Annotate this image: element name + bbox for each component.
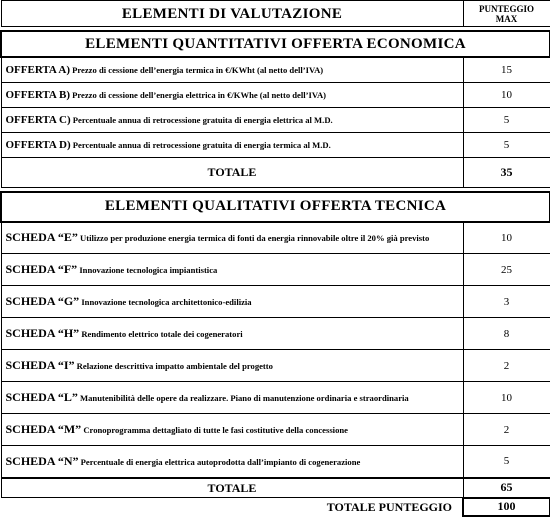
criterion-score: 3 xyxy=(463,286,550,318)
technical-section-header xyxy=(1,192,550,222)
table-row xyxy=(1,222,550,254)
technical-section-title: ELEMENTI QUALITATIVI OFFERTA TECNICA xyxy=(1,192,550,222)
grand-total-row xyxy=(1,498,550,516)
grand-total-value: 100 xyxy=(463,498,550,516)
criterion-text: Cronoprogramma dettagliato di tutte le fasi costitutive della concessione xyxy=(81,425,348,435)
criterion-text: Prezzo di cessione dell’energia termica in €/KWht (al netto dell’IVA) xyxy=(70,64,324,75)
criterion-score: 5 xyxy=(463,132,550,157)
grand-total-label: TOTALE PUNTEGGIO xyxy=(326,499,452,514)
criterion-score: 10 xyxy=(463,82,550,107)
criterion-cell xyxy=(1,57,463,82)
criterion-cell xyxy=(1,107,463,132)
criterion-label: SCHEDA “F” xyxy=(5,262,78,276)
criterion-label: SCHEDA “L” xyxy=(5,390,78,404)
criterion-text: Innovazione tecnologica architettonico-edilizia xyxy=(79,297,252,307)
technical-total-value: 65 xyxy=(463,478,550,498)
criterion-cell xyxy=(1,318,463,350)
criterion-label: SCHEDA “E” xyxy=(5,230,78,245)
table-row xyxy=(1,382,550,414)
criterion-score: 2 xyxy=(463,350,550,382)
table-header-row xyxy=(1,1,550,27)
table-row xyxy=(1,254,550,286)
criterion-cell xyxy=(1,350,463,382)
criterion-label: OFFERTA A) xyxy=(5,63,70,76)
criterion-cell xyxy=(1,382,463,414)
criterion-text: Utilizzo per produzione energia termica di fonti da energia rinnovabile oltre il 20% già previsto xyxy=(77,233,430,244)
criterion-text: Percentuale annua di retrocessione gratuita di energia elettrica al M.D. xyxy=(70,114,333,125)
criterion-text: Innovazione tecnologica impiantistica xyxy=(77,265,218,275)
economic-section-header xyxy=(1,31,550,57)
table-row xyxy=(1,107,550,132)
table-row xyxy=(1,350,550,382)
score-header-line-1: PUNTEGGIO xyxy=(478,3,534,14)
score-column-header xyxy=(463,1,550,27)
criterion-label: SCHEDA “H” xyxy=(5,326,80,340)
criterion-label: SCHEDA “G” xyxy=(5,294,80,308)
table-row xyxy=(1,132,550,157)
criterion-text: Relazione descrittiva impatto ambientale del progetto xyxy=(74,361,273,371)
economic-total-label: TOTALE xyxy=(1,157,463,187)
criterion-text: Rendimento elettrico totale dei cogeneratori xyxy=(79,329,243,339)
criterion-cell xyxy=(1,254,463,286)
criterion-score: 2 xyxy=(463,414,550,446)
criterion-score: 25 xyxy=(463,254,550,286)
table-title: ELEMENTI DI VALUTAZIONE xyxy=(1,1,463,27)
criterion-label: OFFERTA B) xyxy=(5,88,70,101)
criterion-label: OFFERTA D) xyxy=(5,138,71,151)
criterion-text: Percentuale di energia elettrica autoprodotta dall’impianto di cogenerazione xyxy=(78,456,361,467)
economic-section-title: ELEMENTI QUANTITATIVI OFFERTA ECONOMICA xyxy=(1,31,550,57)
table-row xyxy=(1,414,550,446)
criterion-score: 5 xyxy=(463,107,550,132)
criterion-score: 8 xyxy=(463,318,550,350)
criterion-cell xyxy=(1,222,463,254)
criterion-score: 10 xyxy=(463,222,550,254)
criterion-score: 5 xyxy=(463,446,550,478)
table-row xyxy=(1,82,550,107)
table-row xyxy=(1,286,550,318)
criterion-cell xyxy=(1,286,463,318)
criterion-label: SCHEDA “M” xyxy=(5,422,82,436)
criterion-cell xyxy=(1,414,463,446)
criterion-label: OFFERTA C) xyxy=(5,113,71,126)
criterion-text: Prezzo di cessione dell’energia elettrica in €/KWhe (al netto dell’IVA) xyxy=(70,89,327,100)
criterion-score: 15 xyxy=(463,57,550,82)
technical-total-row xyxy=(1,478,550,498)
table-row xyxy=(1,57,550,82)
criterion-label: SCHEDA “N” xyxy=(5,453,79,468)
table-row xyxy=(1,318,550,350)
criterion-text: Percentuale annua di retrocessione gratuita di energia termica al M.D. xyxy=(70,139,331,150)
criterion-cell xyxy=(1,446,463,478)
table-row xyxy=(1,446,550,478)
technical-total-label: TOTALE xyxy=(1,478,463,498)
score-header-line-2: MAX xyxy=(495,13,518,24)
economic-total-row xyxy=(1,157,550,187)
economic-total-value: 35 xyxy=(463,157,550,187)
criterion-cell xyxy=(1,132,463,157)
criterion-cell xyxy=(1,82,463,107)
criterion-label: SCHEDA “I” xyxy=(5,358,75,372)
criterion-text: Manutenibilità delle opere da realizzare. Piano di manutenzione ordinaria e straordinaria xyxy=(77,393,409,403)
criterion-score: 10 xyxy=(463,382,550,414)
